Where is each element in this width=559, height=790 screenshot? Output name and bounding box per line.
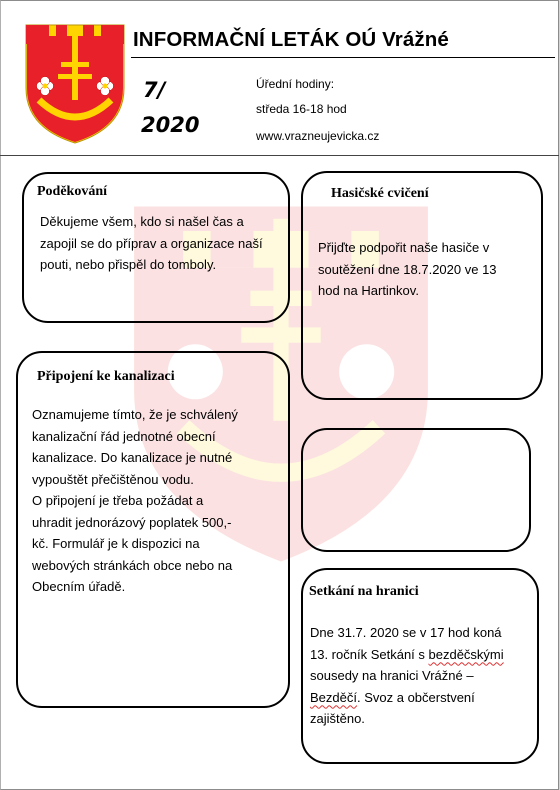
border-meeting-line: zajištěno. bbox=[310, 711, 365, 726]
sewer-line: Oznamujeme tímto, že je schválený bbox=[32, 407, 238, 422]
firefighters-line: hod na Hartinkov. bbox=[318, 283, 419, 298]
border-meeting-line bbox=[310, 644, 504, 666]
sewer-line: Obecním úřadě. bbox=[32, 579, 126, 594]
thanks-line: zapojil se do příprav a organizace naší bbox=[40, 235, 263, 251]
thanks-text bbox=[40, 211, 263, 276]
thanks-line: pouti, nebo přispěl do tomboly. bbox=[40, 257, 217, 272]
misspelled-word: bezděčskými bbox=[428, 646, 504, 662]
website-link[interactable]: www.vrazneujevicka.cz bbox=[256, 129, 380, 143]
firefighters-line: soutěžení dne 18.7.2020 ve 13 bbox=[318, 261, 497, 277]
sewer-connection-title: Připojení ke kanalizaci bbox=[37, 369, 175, 384]
issue-number: 7/ bbox=[143, 78, 166, 102]
sewer-line: vypouštět přečištěnou vodu. bbox=[32, 471, 194, 487]
sewer-line: kč. Formulář je k dispozici na bbox=[32, 536, 200, 551]
thanks-title: Poděkování bbox=[37, 184, 108, 199]
sewer-line: kanalizace. Do kanalizace je nutné bbox=[32, 450, 233, 465]
border-meeting-line: sousedy na hranici Vrážné – bbox=[310, 668, 474, 683]
issue-year: 2020 bbox=[141, 113, 200, 137]
border-meeting-line bbox=[310, 687, 504, 709]
empty-box bbox=[301, 428, 531, 552]
border-meeting-line: Dne 31.7. 2020 se v 17 hod koná bbox=[310, 625, 502, 640]
thanks-line: Děkujeme všem, kdo si našel čas a bbox=[40, 214, 244, 229]
coat-of-arms-logo bbox=[23, 22, 127, 146]
sewer-connection-text bbox=[32, 404, 238, 598]
sewer-line: uhradit jednorázový poplatek 500,- bbox=[32, 514, 232, 530]
office-hours-time: středa 16-18 hod bbox=[256, 102, 347, 116]
header-divider bbox=[0, 155, 559, 156]
border-meeting-text bbox=[310, 622, 504, 730]
firefighters-text bbox=[318, 237, 497, 302]
firefighters-line: Přijďte podpořit naše hasiče v bbox=[318, 240, 490, 255]
sewer-line: O připojení je třeba požádat a bbox=[32, 493, 204, 508]
title-underline bbox=[131, 57, 555, 58]
office-hours-label: Úřední hodiny: bbox=[256, 77, 335, 91]
misspelled-word: Bezděčí bbox=[310, 689, 357, 705]
sewer-line: webových stránkách obce nebo na bbox=[32, 557, 233, 573]
firefighters-title: Hasičské cvičení bbox=[331, 186, 429, 201]
border-meeting-title: Setkání na hranici bbox=[309, 584, 419, 599]
border-meeting-line-part: . Svoz a občerstvení bbox=[356, 689, 475, 705]
border-meeting-line-part: 13. ročník Setkání s bbox=[310, 646, 429, 662]
page-title: INFORMAČNÍ LETÁK OÚ Vrážné bbox=[133, 28, 449, 51]
sewer-line: kanalizační řád jednotné obecní bbox=[32, 428, 216, 444]
